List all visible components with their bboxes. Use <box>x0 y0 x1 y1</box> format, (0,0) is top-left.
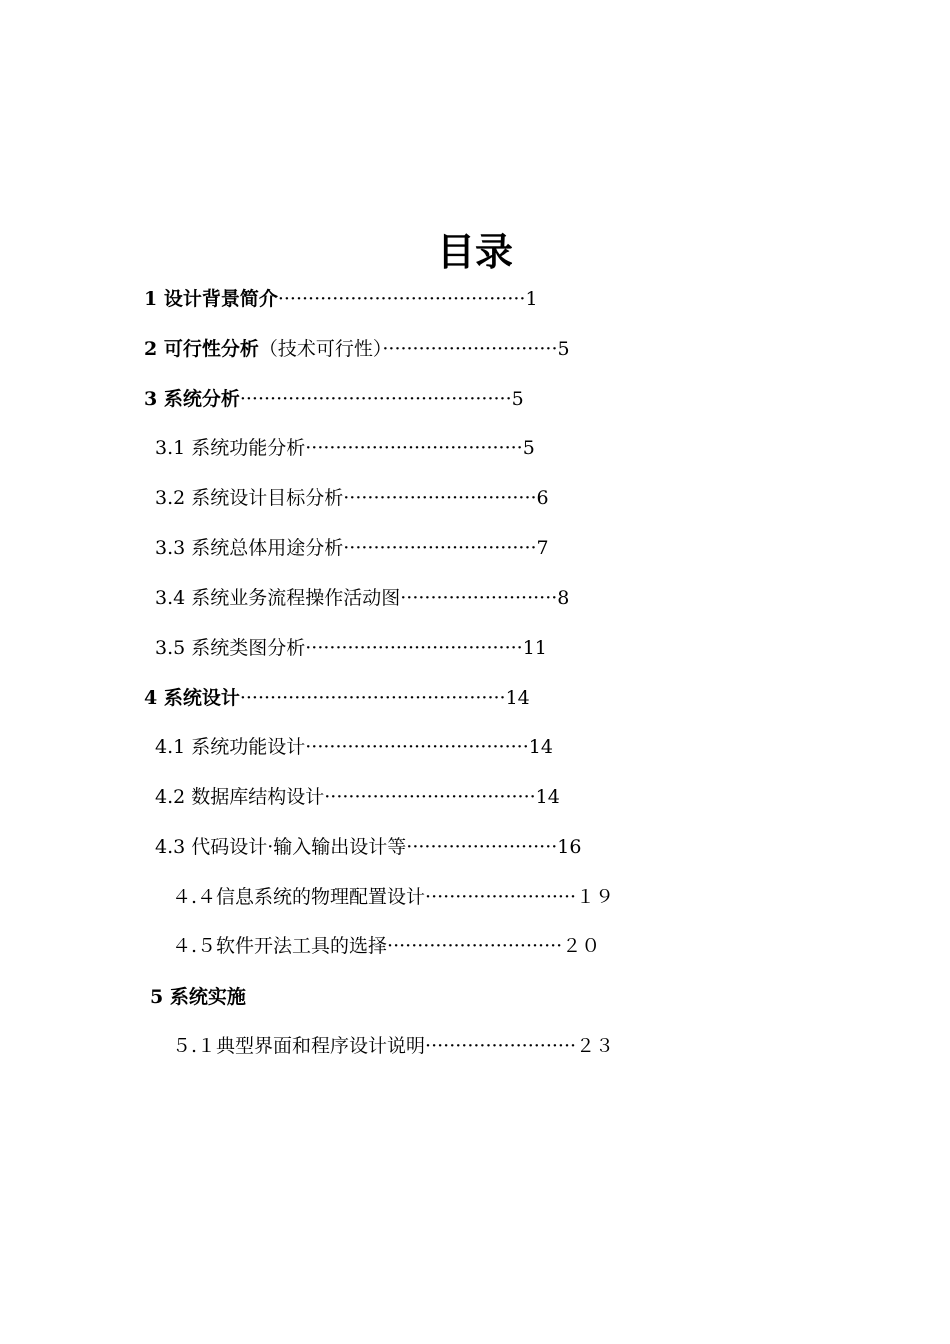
toc-entry-page: 1 <box>525 288 538 310</box>
toc-entry-leader: ········································· <box>277 288 526 310</box>
toc-entry-3-3[interactable] <box>155 533 549 563</box>
toc-entry-page: 14 <box>505 687 530 709</box>
toc-entry-page: 16 <box>557 836 582 858</box>
toc-entry-leader: ························· <box>425 1035 577 1057</box>
toc-entry-4-5[interactable] <box>172 931 600 961</box>
toc-entry-page: 8 <box>557 587 570 609</box>
toc-entry-title: 3.1 系统功能分析 <box>155 437 306 459</box>
toc-entry-title: ４.５软件开法工具的选择 <box>172 935 388 957</box>
toc-entry-4-2[interactable] <box>155 782 560 812</box>
toc-entry-page: 14 <box>528 736 553 758</box>
toc-entry-3-2[interactable] <box>155 483 549 513</box>
toc-entry-title: 4.3 代码设计·输入输出设计等 <box>155 836 407 858</box>
toc-entry-title: 3.4 系统业务流程操作活动图 <box>155 587 401 609</box>
toc-entry-leader: ··································· <box>324 786 536 808</box>
toc-entry-page: ２０ <box>562 935 601 957</box>
toc-entry-4[interactable] <box>144 683 530 713</box>
toc-entry-title: ５.１典型界面和程序设计说明 <box>172 1035 426 1057</box>
toc-entry-leader: ························· <box>406 836 558 858</box>
toc-entry-page: 7 <box>536 537 549 559</box>
toc-entry-leader: ···································· <box>305 637 523 659</box>
toc-entry-3-4[interactable] <box>155 583 569 613</box>
toc-entry-leader: ····························· <box>382 338 558 360</box>
toc-entry-4-3[interactable] <box>155 832 581 862</box>
toc-entry-page: 5 <box>511 388 524 410</box>
toc-entry-2[interactable] <box>144 334 570 364</box>
toc-entry-leader: ············································· <box>239 388 512 410</box>
toc-entry-page: 11 <box>522 637 547 659</box>
toc-entry-leader: ························· <box>425 886 577 908</box>
toc-entry-5[interactable] <box>150 982 246 1012</box>
toc-entry-title: ４.４信息系统的物理配置设计 <box>172 886 426 908</box>
page-title: 目录 <box>436 230 513 274</box>
toc-entry-title: 5 系统实施 <box>150 986 246 1008</box>
toc-entry-title: 4 系统设计 <box>144 687 240 709</box>
toc-entry-subtitle: （技术可行性） <box>258 338 383 360</box>
toc-entry-leader: ···································· <box>305 437 523 459</box>
toc-entry-4-4[interactable] <box>172 882 614 912</box>
toc-entry-page: 5 <box>557 338 570 360</box>
toc-entry-4-1[interactable] <box>155 732 553 762</box>
toc-entry-title: 4.2 数据库结构设计 <box>155 786 325 808</box>
toc-entry-title: 2 可行性分析 <box>144 338 259 360</box>
toc-entry-leader: ············································ <box>239 687 506 709</box>
toc-entry-leader: ································ <box>343 487 537 509</box>
toc-entry-leader: ····························· <box>387 935 563 957</box>
toc-entry-title: 4.1 系统功能设计 <box>155 736 306 758</box>
toc-entry-leader: ·························· <box>400 587 558 609</box>
toc-entry-leader: ····································· <box>305 736 529 758</box>
toc-entry-title: 3 系统分析 <box>144 388 240 410</box>
toc-entry-title: 3.2 系统设计目标分析 <box>155 487 344 509</box>
toc-entry-title: 3.3 系统总体用途分析 <box>155 537 344 559</box>
toc-entry-3-1[interactable] <box>155 433 535 463</box>
toc-entry-1[interactable] <box>144 284 538 314</box>
toc-entry-title: 3.5 系统类图分析 <box>155 637 306 659</box>
toc-entry-3[interactable] <box>144 384 524 414</box>
toc-entry-page: 14 <box>535 786 560 808</box>
toc-entry-page: １９ <box>576 886 615 908</box>
toc-entry-3-5[interactable] <box>155 633 547 663</box>
toc-entry-page: 6 <box>536 487 549 509</box>
toc-entry-5-1[interactable] <box>172 1031 614 1061</box>
toc-entry-page: 5 <box>522 437 535 459</box>
toc-entry-leader: ································ <box>343 537 537 559</box>
toc-entry-page: ２３ <box>576 1035 615 1057</box>
toc-entry-title: 1 设计背景简介 <box>144 288 278 310</box>
